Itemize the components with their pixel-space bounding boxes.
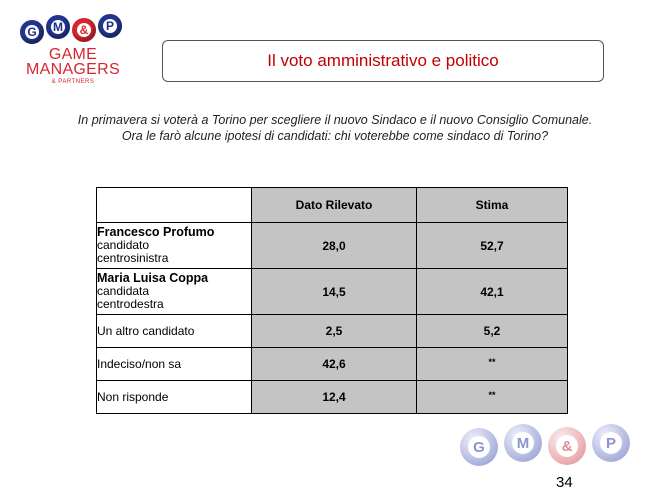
slide-title: Il voto amministrativo e politico [267, 51, 499, 70]
candidate-name: Francesco Profumo [97, 225, 215, 239]
logo-ball-p: P [98, 14, 122, 38]
logo-ball-amp: & [72, 18, 96, 42]
company-logo [18, 14, 128, 86]
header-stima: Stima [417, 188, 568, 223]
dato-cell: 42,6 [252, 348, 417, 381]
logo-text-game: GAME [48, 46, 98, 63]
table-row [97, 223, 568, 269]
row-label: Indeciso/non sa [97, 348, 252, 381]
logo-ball-g: G [20, 20, 44, 44]
page-number: 34 [556, 474, 573, 491]
row-label: Un altro candidato [97, 315, 252, 348]
candidate-coalition: centrosinistra [97, 251, 169, 265]
table-row [97, 348, 568, 381]
logo-text-managers: MANAGERS [26, 61, 120, 78]
dato-cell: 2,5 [252, 315, 417, 348]
bottom-ball-g: G [460, 428, 498, 466]
candidate-name: Maria Luisa Coppa [97, 271, 209, 285]
stima-stars: ** [488, 390, 496, 400]
stima-cell [417, 381, 568, 414]
candidate-coalition: centrodestra [97, 297, 164, 311]
table-header-row [97, 188, 568, 223]
bottom-ball-p: P [592, 424, 630, 462]
row-label: Non risponde [97, 381, 252, 414]
stima-stars: ** [488, 357, 496, 367]
table-row [97, 381, 568, 414]
slide-title-box [162, 40, 604, 82]
row-label [97, 223, 252, 269]
logo-ball-m: M [46, 15, 70, 39]
table-row [97, 315, 568, 348]
stima-cell: 42,1 [417, 269, 568, 315]
header-dato-rilevato: Dato Rilevato [252, 188, 417, 223]
dato-cell: 12,4 [252, 381, 417, 414]
logo-balls [20, 14, 126, 50]
bottom-ball-amp: & [548, 427, 586, 465]
survey-question: In primavera si voterà a Torino per scegliere il nuovo Sindaco e il nuovo Consiglio Comunale. Ora le farò alcune ipotesi di candidati: chi voterebbe come sindaco di Torino? [77, 113, 593, 143]
bottom-ball-m: M [504, 424, 542, 462]
dato-cell: 14,5 [252, 269, 417, 315]
bottom-logo [460, 424, 640, 466]
dato-cell: 28,0 [252, 223, 417, 269]
candidate-role: candidata [97, 284, 150, 298]
logo-text-partners: & PARTNERS [51, 79, 95, 85]
results-table [96, 187, 568, 414]
row-label [97, 269, 252, 315]
table-row [97, 269, 568, 315]
stima-cell: 5,2 [417, 315, 568, 348]
candidate-role: candidato [97, 238, 150, 252]
stima-cell: 52,7 [417, 223, 568, 269]
stima-cell [417, 348, 568, 381]
header-blank [97, 188, 252, 223]
